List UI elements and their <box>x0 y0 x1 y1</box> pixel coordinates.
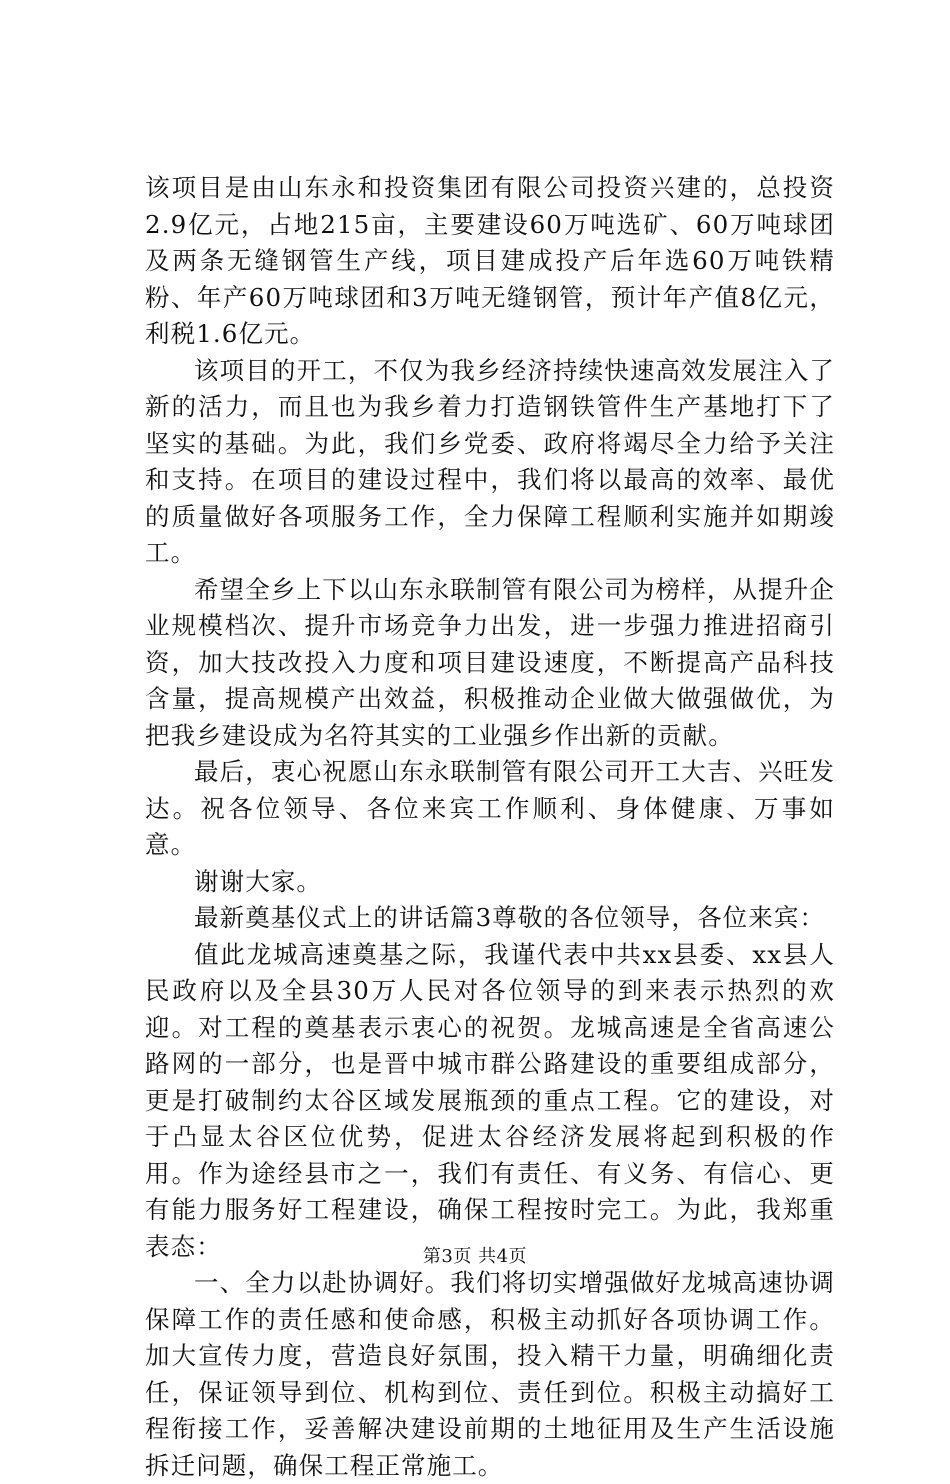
paragraph-1: 该项目是由山东永和投资集团有限公司投资兴建的，总投资2.9亿元，占地215亩，主要建设60万吨选矿、60万吨球团及两条无缝钢管生产线，项目建成投产后年选60万吨铁精粉、年产60万吨球团和3万吨无缝钢管，预计年产值8亿元，利税1.6亿元。 <box>145 173 835 348</box>
paragraph-4: 最后，衷心祝愿山东永联制管有限公司开工大吉、兴旺发达。祝各位领导、各位来宾工作顺利、身体健康、万事如意。 <box>145 757 835 859</box>
paragraph-8: 一、全力以赴协调好。我们将切实增强做好龙城高速协调保障工作的责任感和使命感，积极主动抓好各项协调工作。加大宣传力度，营造良好氛围，投入精干力量，明确细化责任，保证领导到位、机构到位、责任到位。积极主动搞好工程衔接工作，妥善解决建设前期的土地征用及生产生活设施拆迁问题，确保工程正常施工。 <box>145 1268 835 1480</box>
document-body <box>145 170 835 1484</box>
paragraph-3: 希望全乡上下以山东永联制管有限公司为榜样，从提升企业规模档次、提升市场竞争力出发，进一步强力推进招商引资，加大技改投入力度和项目建设速度，不断提高产品科技含量，提高规模产出效益，积极推动企业做大做强做优，为把我乡建设成为名符其实的工业强乡作出新的贡献。 <box>145 574 835 750</box>
section-heading-paragraph: 最新奠基仪式上的讲话篇3尊敬的各位领导，各位来宾： <box>194 903 826 932</box>
page-number-footer: 第3页 共4页 <box>422 1246 528 1267</box>
paragraph-2: 该项目的开工，不仅为我乡经济持续快速高效发展注入了新的活力，而且也为我乡着力打造钢铁管件生产基地打下了坚实的基础。为此，我们乡党委、政府将竭尽全力给予关注和支持。在项目的建设过程中，我们将以最高的效率、最优的质量做好各项服务工作，全力保障工程顺利实施并如期竣工。 <box>145 355 835 567</box>
paragraph-7: 值此龙城高速奠基之际，我谨代表中共xx县委、xx县人民政府以及全县30万人民对各位领导的到来表示热烈的欢迎。对工程的奠基表示衷心的祝贺。龙城高速是全省高速公路网的一部分，也是晋中城市群公路建设的重要组成部分，更是打破制约太谷区域发展瓶颈的重点工程。它的建设，对于凸显太谷区位优势，促进太谷经济发展将起到积极的作用。作为途经县市之一，我们有责任、有义务、有信心、更有能力服务好工程建设，确保工程按时完工。为此，我郑重表态： <box>145 939 835 1261</box>
paragraph-5: 谢谢大家。 <box>194 866 322 896</box>
